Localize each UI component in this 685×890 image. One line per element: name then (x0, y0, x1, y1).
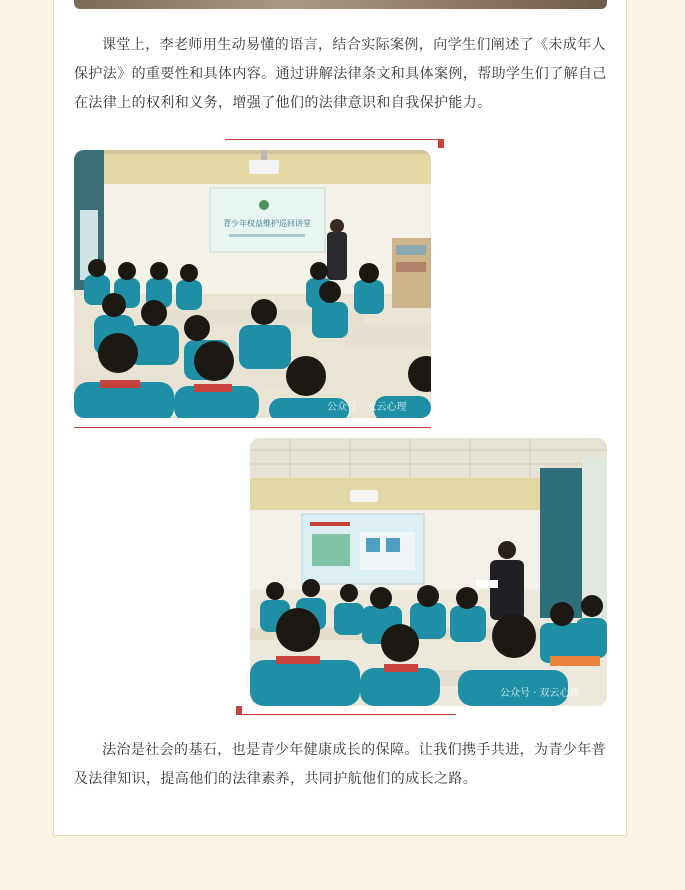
article-paragraph: 法治是社会的基石，也是青少年健康成长的保障。让我们携手共进，为青少年普及法律知识，提高他们的法律素养，共同护航他们的成长之路。 (74, 742, 606, 787)
previous-photo-bottom-edge (74, 0, 607, 9)
divider-line (225, 139, 439, 140)
divider-marker (438, 139, 444, 148)
classroom-photo (74, 150, 431, 418)
slide-title: 青少年权益维护巡回讲堂 (223, 219, 311, 228)
article-paragraph: 课堂上，李老师用生动易懂的语言，结合实际案例，向学生们阐述了《未成年人保护法》的重要性和具体内容。通过讲解法律条文和具体案例，帮助学生们了解自己在法律上的权利和义务，增强了他们的法律意识和自我保护能力。 (74, 37, 607, 111)
watermark: 公众号 · 双云心理 (500, 688, 580, 699)
divider-line (242, 714, 456, 715)
divider-line (74, 427, 431, 428)
watermark: 公众号 · 双云心理 (327, 402, 407, 413)
classroom-photo (250, 438, 607, 706)
article-card (53, 0, 627, 836)
